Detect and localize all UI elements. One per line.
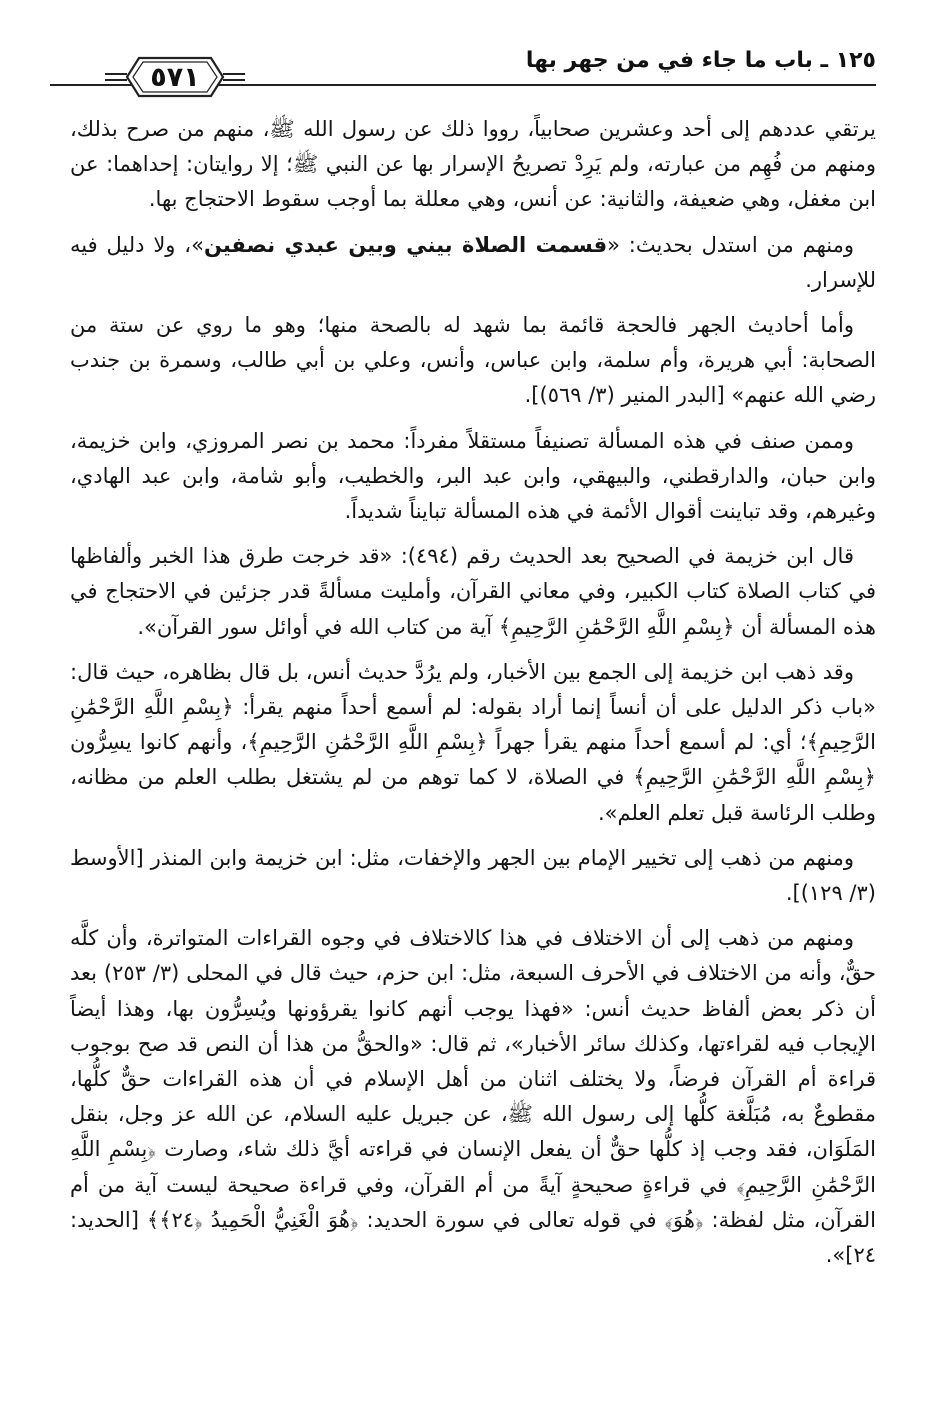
hadith-quote: قسمت الصلاة بيني وبين عبدي نصفين [203, 232, 608, 257]
paragraph-text: وأما أحاديث الجهر فالحجة قائمة بما شهد له بالصحة منها؛ وهو ما روي عن ستة من الصحابة: أبي هريرة، وأم سلمة، وابن عباس، وأنس، وعلي بن أبي طالب، وسمرة بن جندب رضي الله عنهم» [البدر المنير (٣/ ٥٦٩)]. [70, 313, 876, 408]
paragraph-text: ومنهم من ذهب إلى تخيير الإمام بين الجهر والإخفات، مثل: ابن خزيمة وابن المنذر [الأوسط (٣/ ١٢٩)]. [70, 845, 876, 906]
paragraph-text: وممن صنف في هذه المسألة تصنيفاً مستقلاً مفرداً: محمد بن نصر المروزي، وابن خزيمة، وابن حبان، والدارقطني، والبيهقي، وابن عبد البر، والخطيب، وأبو شامة، وابن عبد الهادي، وغيرهم، وقد تباينت أقوال الأئمة في هذه المسألة تبايناً شديداً. [70, 428, 876, 524]
body-paragraph [70, 655, 876, 831]
chapter-title: ١٢٥ ـ باب ما جاء في من جهر بها [525, 48, 876, 73]
page-number: ٥٧١ [150, 62, 200, 93]
body-paragraph [70, 308, 876, 414]
body-paragraph [70, 424, 876, 530]
body-paragraph [70, 841, 876, 911]
paragraph-text: قال ابن خزيمة في الصحيح بعد الحديث رقم (٤٩٤): «قد خرجت طرق هذا الخبر وألفاظها في كتاب الصلاة كتاب الكبير، وفي معاني القرآن، وأمليت مسألةً قدر جزئين في الاحتجاج في هذه المسألة أن ﴿بِسْمِ اللَّهِ الرَّحْمَٰنِ الرَّحِيمِ﴾ آية من كتاب الله في أوائل سور القرآن». [70, 544, 876, 639]
paragraph-text: وقد ذهب ابن خزيمة إلى الجمع بين الأخبار، ولم يرُدَّ حديث أنس، بل قال بظاهره، حيث قال: «باب ذكر الدليل على أن أنساً إنما أراد بقوله: لم أسمع أحداً منهم يقرأ: ﴿بِسْمِ اللَّهِ الرَّحْمَٰنِ الرَّحِيمِ﴾؛ أي: لم أسمع أحداً منهم يقرأ جهراً ﴿بِسْمِ اللَّهِ الرَّحْمَٰنِ الرَّحِيمِ﴾، وأنهم كانوا يسِرُّون ﴿بِسْمِ اللَّهِ الرَّحْمَٰنِ الرَّحِيمِ﴾ في الصلاة، لا كما توهم من لم يشتغل بطلب العلم من مظانه، وطلب الرئاسة قبل تعلم العلم». [70, 659, 876, 825]
page-number-frame [105, 52, 245, 102]
running-header [50, 40, 876, 102]
body-paragraph [70, 228, 876, 298]
paragraph-text: »، ولا دليل فيه للإسرار. [70, 232, 876, 292]
paragraph-text: يرتقي عددهم إلى أحد وعشرين صحابياً، رووا ذلك عن رسول الله ﷺ، منهم من صرح بذلك، ومنهم من فُهِم من عبارته، ولم يَرِدْ تصريحُ الإسرار بها عن النبي ﷺ؛ إلا روايتان: إحداهما: عن ابن مغفل، وهي ضعيفة، والثانية: عن أنس، وهي معللة بما أوجب سقوط الاحتجاج بها. [70, 117, 876, 212]
paragraph-text: ومنهم من ذهب إلى أن الاختلاف في هذا كالاختلاف في وجوه القراءات المتواترة، وأن كلَّه حقٌّ، وأنه من الاختلاف في الأحرف السبعة، مثل: ابن حزم، حيث قال في المحلى (٣/ ٢٥٣) بعد أن ذكر بعض ألفاظ حديث أنس: «فهذا يوجب أنهم كانوا يقرؤونها ويُسِرُّون بها، وهذا أيضاً الإيجاب فيه لقراءتها، وكذلك سائر الأخبار»، ثم قال: «والحقُّ من هذا أن النص قد صح بوجوب قراءة أم القرآن فرضاً، ولا يختلف اثنان من أهل الإسلام في أن هذه القراءات حقٌّ كلُّها، مقطوعٌ به، مُبَلَّغة كلُّها إلى رسول الله ﷺ، عن جبريل عليه السلام، عن الله عز وجل، بنقل المَلَوَان، فقد وجب إذ كلُّها حقٌّ أن يفعل الإنسان في قراءته أيَّ ذلك شاء، وصارت ﴿بِسْمِ اللَّهِ الرَّحْمَٰنِ الرَّحِيمِ﴾ في قراءةٍ صحيحةٍ آيةً من أم القرآن، وفي قراءة صحيحة ليست آية من أم القرآن، مثل لفظة: ﴿هُوَ﴾ في قوله تعالى في سورة الحديد: ﴿هُوَ الْغَنِيُّ الْحَمِيدُ ﴿٢٤﴾﴾ [الحديد: ٢٤]». [70, 926, 876, 1268]
body-paragraph [70, 921, 876, 1273]
paragraph-text: ومنهم من استدل بحديث: « [607, 232, 854, 257]
body-paragraph [70, 112, 876, 218]
page-body [70, 112, 876, 1283]
body-paragraph [70, 539, 876, 645]
